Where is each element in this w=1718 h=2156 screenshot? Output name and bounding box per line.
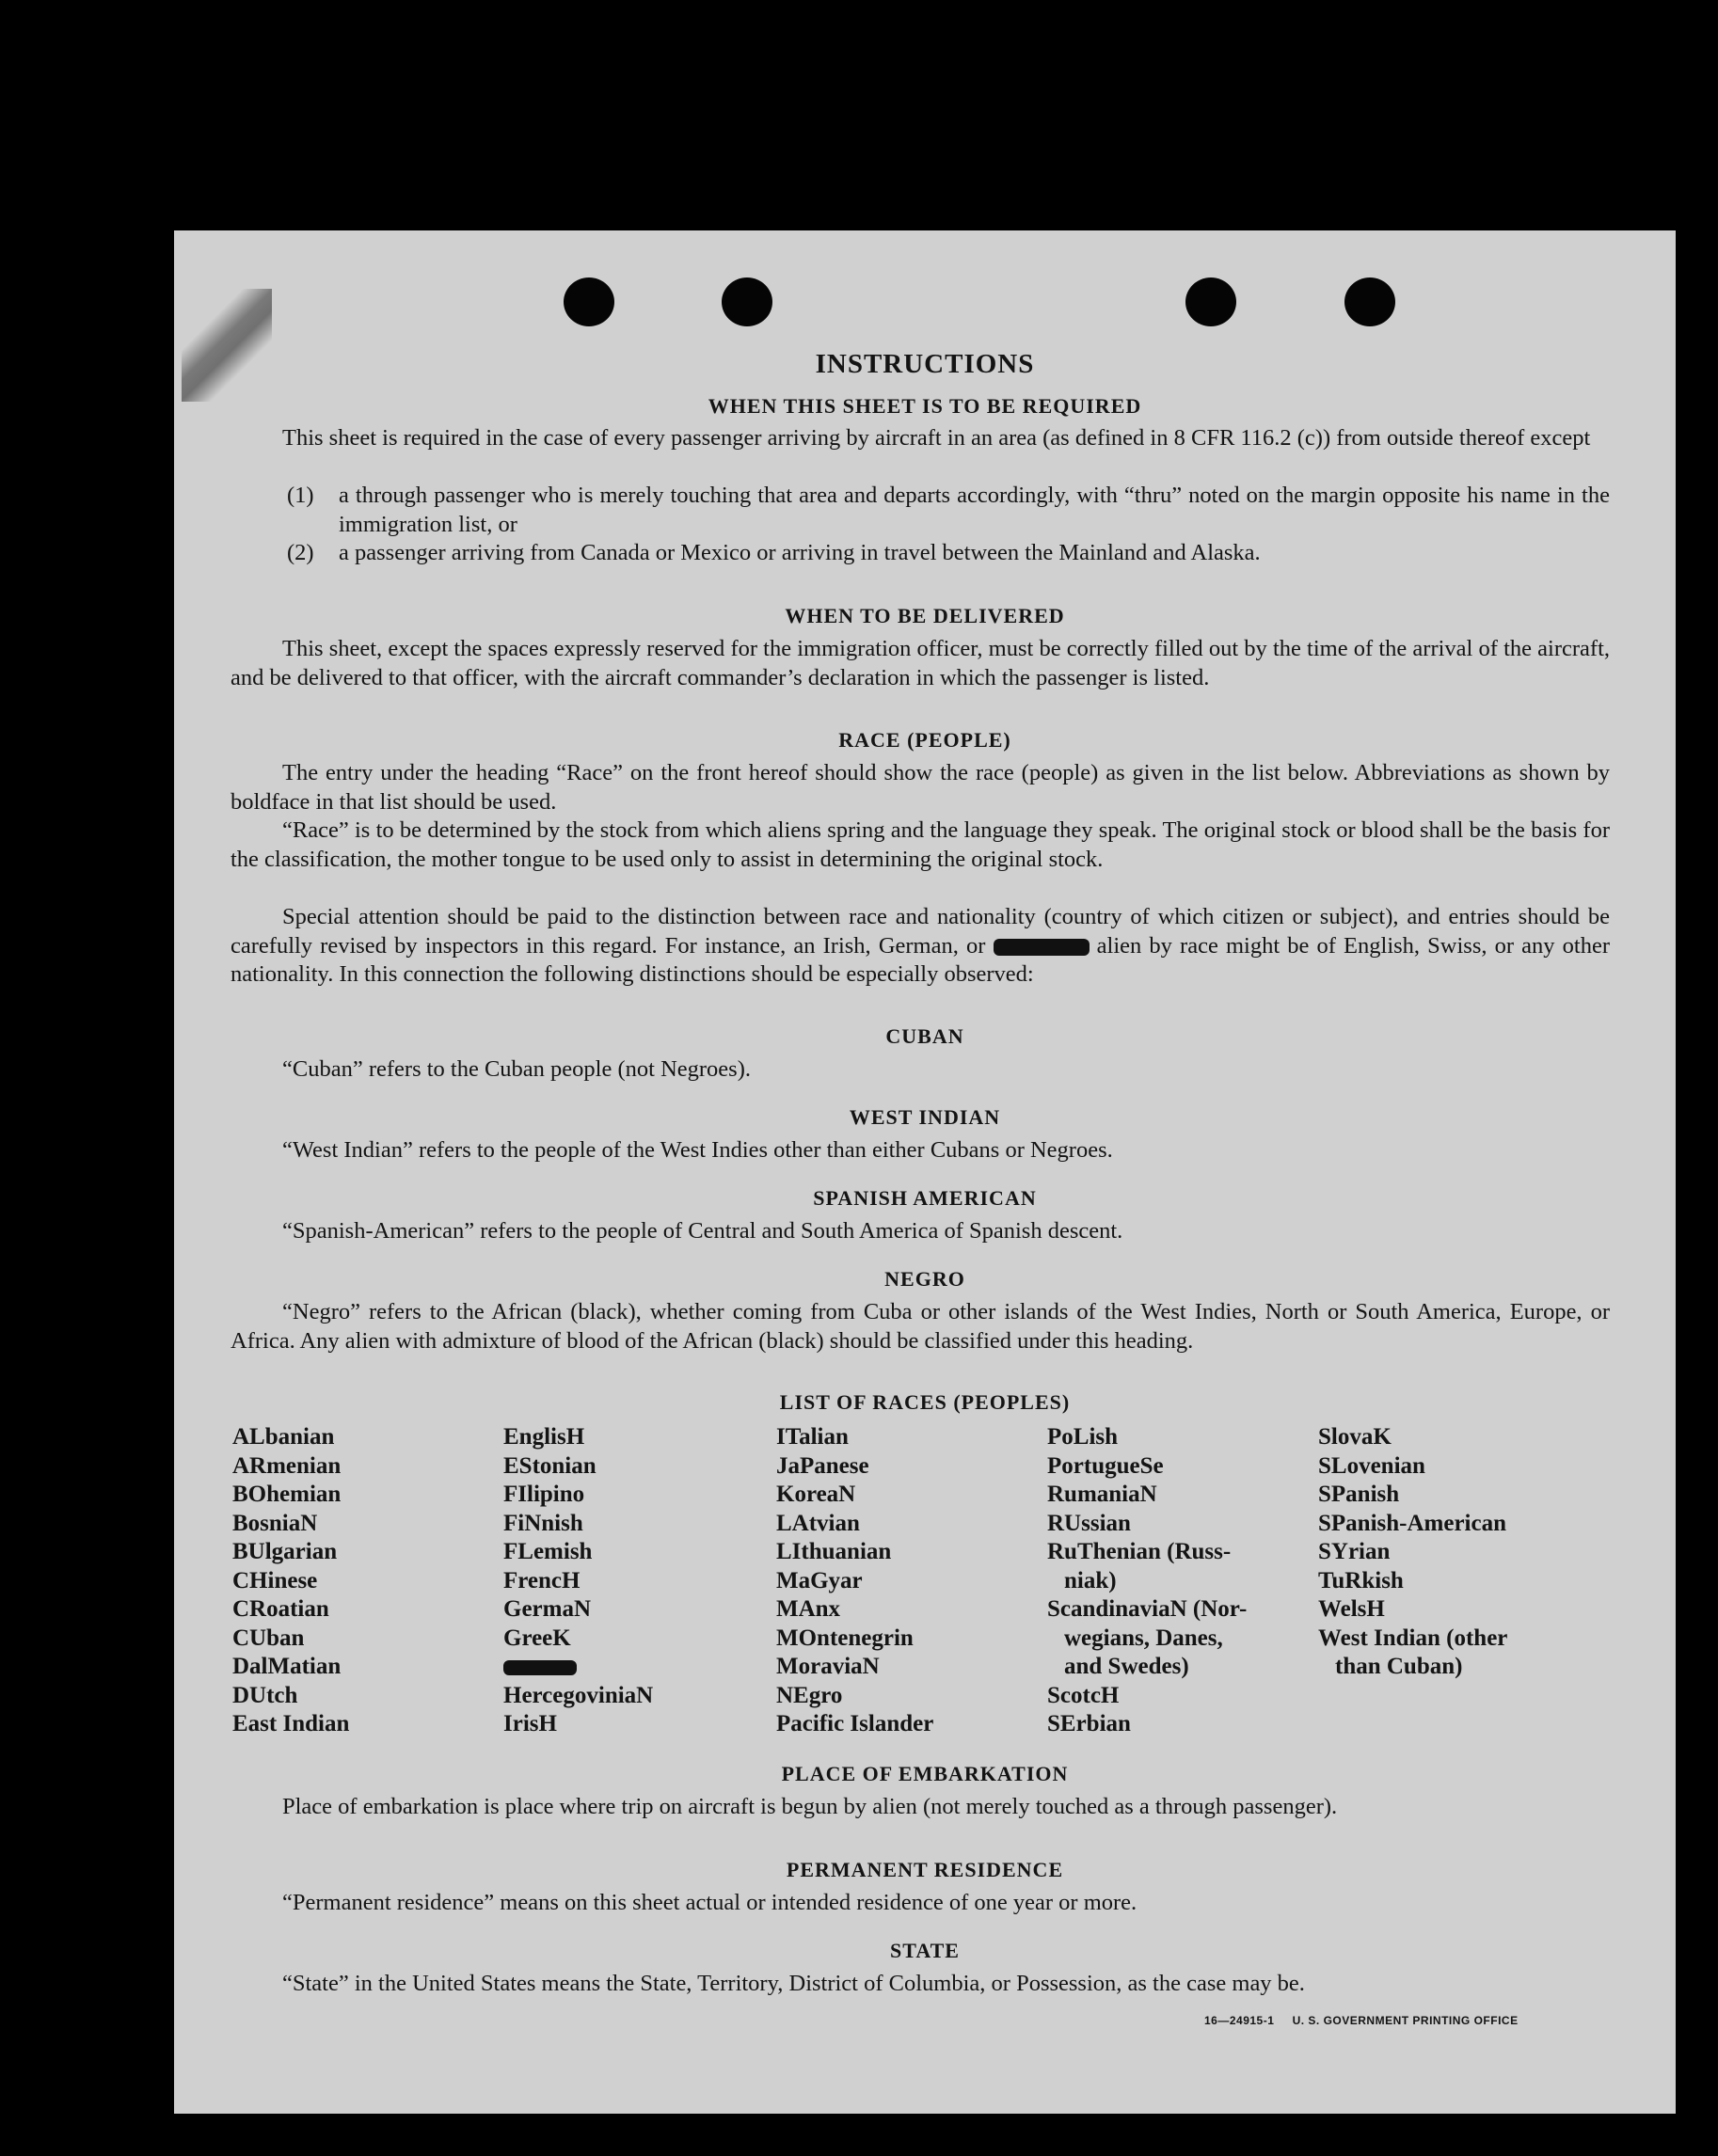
race-column-5 xyxy=(1318,1423,1507,1682)
section-heading: PERMANENT RESIDENCE xyxy=(786,1858,1064,1881)
form-footer xyxy=(1204,2014,1519,2027)
paragraph: “Negro” refers to the African (black), whether coming from Cuba or other islands of the West Indies, North or South America, Europe, or Africa. Any alien with admixture of blood of the African (black) should be classified under this heading. xyxy=(231,1299,1610,1354)
race-entry: LAtvian xyxy=(776,1510,860,1536)
race-entry: GreeK xyxy=(503,1625,571,1651)
race-entry: SPanish-American xyxy=(1318,1510,1506,1536)
race-entry: MOntenegrin xyxy=(776,1625,914,1651)
race-entry: PoLish xyxy=(1047,1424,1119,1450)
paragraph: The entry under the heading “Race” on the front hereof should show the race (people) as given in the list below. Abbreviations as shown by boldface in that list should be used. xyxy=(231,760,1610,815)
section-heading: STATE xyxy=(890,1939,960,1962)
race-entry: EStonian xyxy=(503,1452,597,1479)
section-heading: CUBAN xyxy=(885,1024,964,1048)
section-heading: WHEN TO BE DELIVERED xyxy=(785,604,1065,627)
race-entry: SLovenian xyxy=(1318,1452,1425,1479)
section-heading: WEST INDIAN xyxy=(849,1105,1001,1129)
race-entry: ARmenian xyxy=(232,1452,342,1479)
race-entry: ITalian xyxy=(776,1424,849,1450)
section-heading: RACE (PEOPLE) xyxy=(838,728,1011,752)
redaction-mark xyxy=(994,939,1090,956)
race-column-4 xyxy=(1047,1423,1247,1739)
item-number: (2) xyxy=(287,540,314,565)
race-column-3 xyxy=(776,1423,933,1739)
race-entry: BOhemian xyxy=(232,1482,342,1507)
paragraph: “Race” is to be determined by the stock from which aliens spring and the language they speak. The original stock or blood shall be the basis for the classification, the mother tongue to be used only to assist in determining the original stock. xyxy=(231,817,1610,872)
paragraph: “Permanent residence” means on this sheet actual or intended residence of one year or more. xyxy=(282,1890,1137,1915)
race-entry: DalMatian xyxy=(232,1654,342,1679)
paragraph: “Spanish-American” refers to the people of Central and South America of Spanish descent. xyxy=(282,1218,1123,1244)
ink-smudge xyxy=(182,289,272,402)
paragraph: “State” in the United States means the State, Territory, District of Columbia, or Possession, as the case may be. xyxy=(282,1971,1305,1996)
race-entry: NEgro xyxy=(776,1682,843,1708)
race-entry: FrencH xyxy=(503,1567,581,1593)
paragraph-part: Special attention should be paid to the distinction between race and nationality (country of which citizen or subject), and entries should be carefully revised by inspectors in this regard. For instance, an Irish, German, or xyxy=(231,904,1610,959)
redaction-mark xyxy=(503,1660,577,1675)
race-column-2 xyxy=(503,1423,653,1739)
race-entry-continued: than Cuban) xyxy=(1335,1654,1463,1679)
section-heading: NEGRO xyxy=(884,1267,965,1291)
document-sheet xyxy=(174,230,1676,2114)
race-entry: ScandinaviaN (Nor- xyxy=(1047,1596,1248,1622)
race-entry: MoraviaN xyxy=(776,1654,880,1679)
race-entry: SlovaK xyxy=(1318,1424,1392,1450)
race-entry: CHinese xyxy=(232,1567,318,1593)
section-heading: SPANISH AMERICAN xyxy=(813,1186,1037,1210)
list-item xyxy=(287,539,1610,568)
punch-hole xyxy=(564,277,614,326)
race-entry: West Indian (other xyxy=(1318,1625,1508,1651)
race-entry: FiNnish xyxy=(503,1510,583,1536)
section-heading: WHEN THIS SHEET IS TO BE REQUIRED xyxy=(708,394,1142,418)
punch-hole xyxy=(722,277,772,326)
race-entry: ALbanian xyxy=(232,1424,335,1450)
item-text: a through passenger who is merely touching that area and departs accordingly, with “thru” noted on the margin opposite his name in the immigration list, or xyxy=(339,483,1610,537)
race-entry: PortugueSe xyxy=(1047,1452,1164,1479)
form-number: 16—24915-1 xyxy=(1204,2014,1275,2027)
race-entry: RuThenian (Russ- xyxy=(1047,1539,1232,1564)
page-title: INSTRUCTIONS xyxy=(815,349,1035,379)
race-entry: Pacific Islander xyxy=(776,1711,934,1736)
section-heading: PLACE OF EMBARKATION xyxy=(781,1762,1069,1785)
race-entry: TuRkish xyxy=(1318,1567,1404,1593)
race-entry-continued: wegians, Danes, xyxy=(1064,1625,1223,1651)
race-entry: EnglisH xyxy=(503,1424,585,1450)
race-entry: LIthuanian xyxy=(776,1539,892,1564)
race-entry: BUlgarian xyxy=(232,1539,338,1564)
race-entry: MaGyar xyxy=(776,1567,863,1593)
race-entry-continued: and Swedes) xyxy=(1064,1654,1189,1679)
printer-credit: U. S. GOVERNMENT PRINTING OFFICE xyxy=(1292,2014,1519,2027)
punch-hole xyxy=(1344,277,1395,326)
paragraph: “West Indian” refers to the people of the West Indies other than either Cubans or Negroes. xyxy=(282,1137,1113,1163)
race-entry: ScotcH xyxy=(1047,1682,1120,1708)
race-entry: SYrian xyxy=(1318,1539,1391,1564)
race-entry: DUtch xyxy=(232,1682,298,1708)
race-entry: WelsH xyxy=(1318,1596,1385,1622)
race-entry: CUban xyxy=(232,1625,305,1651)
race-entry: IrisH xyxy=(503,1711,557,1736)
race-entry: East Indian xyxy=(232,1711,350,1736)
section-heading: LIST OF RACES (PEOPLES) xyxy=(779,1390,1071,1414)
race-entry: FIlipino xyxy=(503,1482,585,1507)
paragraph: Place of embarkation is place where trip on aircraft is begun by alien (not merely touched as a through passenger). xyxy=(282,1794,1338,1819)
paragraph: “Cuban” refers to the Cuban people (not Negroes). xyxy=(282,1056,751,1082)
race-entry: MAnx xyxy=(776,1596,841,1622)
paragraph: This sheet is required in the case of every passenger arriving by aircraft in an area (as defined in 8 CFR 116.2 (c)) from outside thereof except xyxy=(282,425,1591,451)
race-column-1 xyxy=(232,1423,349,1739)
race-entry: BosniaN xyxy=(232,1510,318,1536)
race-entry-redacted xyxy=(503,1653,653,1682)
race-entry: KoreaN xyxy=(776,1482,856,1507)
paragraph xyxy=(231,903,1610,990)
item-number: (1) xyxy=(287,483,314,508)
race-entry: RumaniaN xyxy=(1047,1482,1157,1507)
race-entry: JaPanese xyxy=(776,1452,869,1479)
paragraph: This sheet, except the spaces expressly reserved for the immigration officer, must be correctly filled out by the time of the arrival of the aircraft, and be delivered to that officer, with the aircraft commander’s declaration in which the passenger is listed. xyxy=(231,636,1610,690)
race-entry: SErbian xyxy=(1047,1711,1131,1736)
race-entry: FLemish xyxy=(503,1539,593,1564)
race-entry: HercegoviniaN xyxy=(503,1682,654,1708)
paragraph-part: alien by race might be of English, Swiss, or any other nationality. In this connection the following distinctions should be especially observed: xyxy=(231,932,1611,987)
race-entry: CRoatian xyxy=(232,1596,329,1622)
race-entry-continued: niak) xyxy=(1064,1567,1117,1593)
item-text: a passenger arriving from Canada or Mexico or arriving in travel between the Mainland and Alaska. xyxy=(339,540,1261,565)
list-item xyxy=(287,482,1610,539)
punch-hole xyxy=(1185,277,1236,326)
race-entry: GermaN xyxy=(503,1596,592,1622)
race-entry: RUssian xyxy=(1047,1510,1131,1536)
race-entry: SPanish xyxy=(1318,1482,1400,1507)
